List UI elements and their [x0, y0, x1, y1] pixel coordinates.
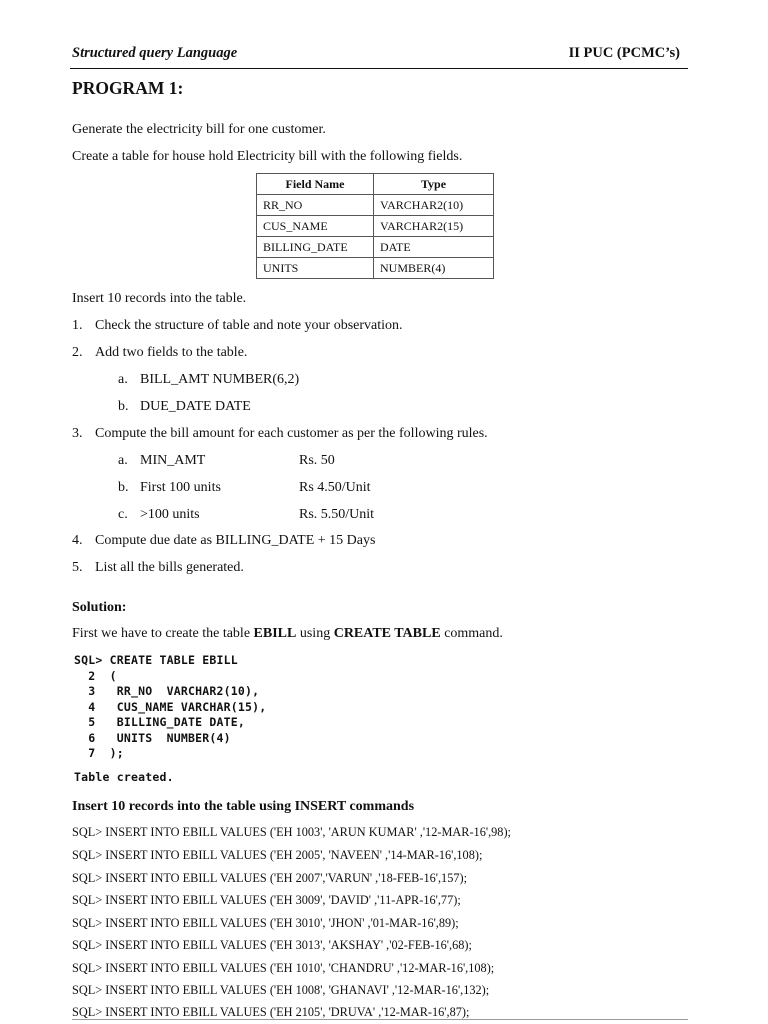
task-text: List all the bills generated. [95, 560, 244, 575]
header-subject: Structured query Language [72, 45, 238, 61]
rule-value: Rs. 50 [299, 453, 335, 468]
insert-statement: SQL> INSERT INTO EBILL VALUES ('EH 2005', 'NAVEEN' ,'14-MAR-16',108); [72, 848, 483, 862]
table-cell: BILLING_DATE [257, 237, 374, 258]
solution-text: First we have to create the table [72, 626, 254, 641]
insert-statement: SQL> INSERT INTO EBILL VALUES ('EH 1010', 'CHANDRU' ,'12-MAR-16',108); [72, 961, 495, 975]
task-text: Check the structure of table and note your observation. [95, 318, 403, 333]
insert-statement: SQL> INSERT INTO EBILL VALUES ('EH 3013', 'AKSHAY' ,'02-FEB-16',68); [72, 938, 472, 952]
code-line: 6 UNITS NUMBER(4) [74, 730, 231, 745]
task-text: Compute due date as BILLING_DATE + 15 Days [95, 533, 376, 548]
rule-name: MIN_AMT [140, 453, 206, 468]
task-number: 3. [72, 426, 83, 441]
code-line: 4 CUS_NAME VARCHAR(15), [74, 699, 267, 714]
fields-table [256, 173, 494, 279]
solution-text: using [296, 626, 334, 641]
table-cell: RR_NO [257, 195, 374, 216]
task-number: 4. [72, 533, 83, 548]
table-row [257, 258, 494, 279]
header-class: II PUC (PCMC’s) [568, 45, 680, 61]
table-cell: UNITS [257, 258, 374, 279]
solution-heading: Solution: [72, 600, 127, 615]
rule-letter: c. [118, 507, 128, 522]
task-number: 2. [72, 345, 83, 360]
table-cell: VARCHAR2(15) [374, 216, 494, 237]
table-cell: CUS_NAME [257, 216, 374, 237]
sub-item-text: BILL_AMT NUMBER(6,2) [140, 372, 300, 387]
insert-statement: SQL> INSERT INTO EBILL VALUES ('EH 3009', 'DAVID' ,'11-APR-16',77); [72, 893, 461, 907]
rule-name: >100 units [140, 507, 200, 522]
sub-item-letter: a. [118, 372, 128, 387]
column-header: Field Name [257, 174, 374, 195]
rule-letter: a. [118, 453, 128, 468]
insert-statement: SQL> INSERT INTO EBILL VALUES ('EH 1003', 'ARUN KUMAR' ,'12-MAR-16',98); [72, 825, 511, 839]
rule-name: First 100 units [140, 480, 221, 495]
task-number: 1. [72, 318, 83, 333]
column-header: Type [374, 174, 494, 195]
solution-text: command. [440, 626, 503, 641]
table-row [257, 237, 494, 258]
rule-letter: b. [118, 480, 129, 495]
insert-note: Insert 10 records into the table. [72, 291, 247, 306]
code-line: SQL> CREATE TABLE EBILL [74, 653, 238, 667]
intro-line: Create a table for house hold Electricity bill with the following fields. [72, 149, 463, 164]
table-cell: NUMBER(4) [374, 258, 494, 279]
code-line: 7 ); [74, 746, 124, 760]
footer-rule [72, 1019, 688, 1020]
rule-value: Rs. 5.50/Unit [299, 507, 375, 522]
code-line: 2 ( [74, 668, 117, 683]
intro-line: Generate the electricity bill for one customer. [72, 122, 326, 137]
task-text: Add two fields to the table. [95, 345, 248, 360]
header-rule [70, 68, 688, 69]
table-cell: DATE [374, 237, 494, 258]
program-title: PROGRAM 1: [72, 78, 184, 98]
sub-item-letter: b. [118, 399, 129, 414]
insert-statement: SQL> INSERT INTO EBILL VALUES ('EH 2007','VARUN' ,'18-FEB-16',157); [72, 871, 468, 885]
code-line: 3 RR_NO VARCHAR2(10), [74, 684, 260, 698]
task-number: 5. [72, 560, 83, 575]
solution-table-name: EBILL [253, 626, 297, 641]
solution-line [72, 626, 503, 642]
sql-code-block [74, 653, 374, 765]
insert-statement: SQL> INSERT INTO EBILL VALUES ('EH 3010', 'JHON' ,'01-MAR-16',89); [72, 916, 459, 930]
sub-item-text: DUE_DATE DATE [140, 399, 251, 414]
rule-value: Rs 4.50/Unit [299, 480, 371, 495]
table-created-message: Table created. [74, 770, 174, 784]
code-line: 5 BILLING_DATE DATE, [74, 715, 245, 729]
task-text: Compute the bill amount for each customer as per the following rules. [95, 426, 488, 441]
table-cell: VARCHAR2(10) [374, 195, 494, 216]
table-header-row [257, 174, 494, 195]
solution-command: CREATE TABLE [333, 626, 441, 641]
insert-heading: Insert 10 records into the table using INSERT commands [72, 799, 415, 814]
table-row [257, 195, 494, 216]
insert-statement: SQL> INSERT INTO EBILL VALUES ('EH 2105', 'DRUVA' ,'12-MAR-16',87); [72, 1005, 470, 1019]
table-row [257, 216, 494, 237]
insert-statement: SQL> INSERT INTO EBILL VALUES ('EH 1008', 'GHANAVI' ,'12-MAR-16',132); [72, 983, 490, 997]
